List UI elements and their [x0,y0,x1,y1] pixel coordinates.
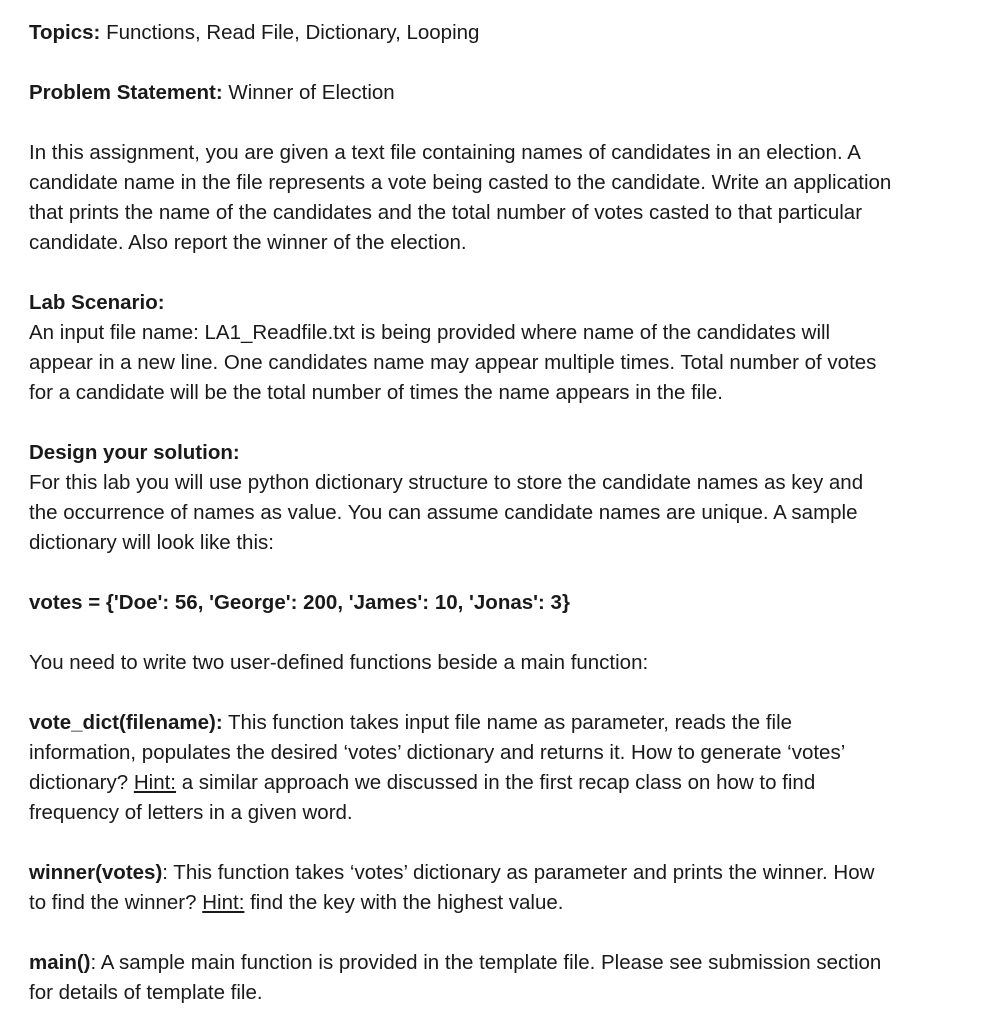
winner-text: to find the winner? [29,891,203,914]
lab-scenario-line: for a candidate will be the total number of times the name appears in the file. [29,381,723,404]
vote-dict-name: vote_dict(filename): [29,711,223,734]
topics-label: Topics: [29,21,101,44]
design-solution-line: For this lab you will use python dictionary structure to store the candidate names as key and [29,471,864,494]
design-solution-line: the occurrence of names as value. You can assume candidate names are unique. A sample [29,501,858,524]
lab-scenario-line: appear in a new line. One candidates name may appear multiple times. Total number of votes [29,351,877,374]
design-solution-section [29,438,985,558]
hint-label: Hint: [202,891,245,914]
intro-line: candidate. Also report the winner of the election. [29,231,467,254]
winner-name: winner(votes) [29,861,163,884]
vote-dict-text: This function takes input file name as parameter, reads the file [222,711,793,734]
design-solution-line: dictionary will look like this: [29,531,274,554]
main-section [29,948,985,1008]
main-text: for details of template file. [29,981,263,1004]
problem-statement-line [29,78,985,108]
main-text: : A sample main function is provided in the template file. Please see submission section [90,951,882,974]
topics-line [29,18,985,48]
design-solution-heading: Design your solution: [29,441,240,464]
intro-line: candidate name in the file represents a vote being casted to the candidate. Write an application [29,171,892,194]
topics-text: Functions, Read File, Dictionary, Looping [100,21,480,44]
vote-dict-text: dictionary? [29,771,134,794]
problem-statement-text: Winner of Election [222,81,395,104]
intro-line: In this assignment, you are given a text file containing names of candidates in an election. A [29,141,861,164]
lab-scenario-section [29,288,985,408]
functions-intro: You need to write two user-defined functions beside a main function: [29,651,649,674]
vote-dict-text: frequency of letters in a given word. [29,801,353,824]
lab-scenario-heading: Lab Scenario: [29,291,165,314]
sample-dictionary-code: votes = {'Doe': 56, 'George': 200, 'James': 10, 'Jonas': 3} [29,591,570,614]
main-name: main() [29,951,91,974]
lab-scenario-line: An input file name: LA1_Readfile.txt is being provided where name of the candidates will [29,321,831,344]
vote-dict-section [29,708,985,828]
hint-label: Hint: [133,771,176,794]
winner-section [29,858,985,918]
intro-line: that prints the name of the candidates and the total number of votes casted to that particular [29,201,863,224]
problem-statement-label: Problem Statement: [29,81,223,104]
vote-dict-text: information, populates the desired ‘votes’ dictionary and returns it. How to generate ‘votes’ [29,741,846,764]
document-page [29,18,985,1008]
winner-text: find the key with the highest value. [244,891,564,914]
vote-dict-text: a similar approach we discussed in the first recap class on how to find [176,771,816,794]
winner-text: : This function takes ‘votes’ dictionary as parameter and prints the winner. How [162,861,875,884]
intro-paragraph [29,138,985,258]
